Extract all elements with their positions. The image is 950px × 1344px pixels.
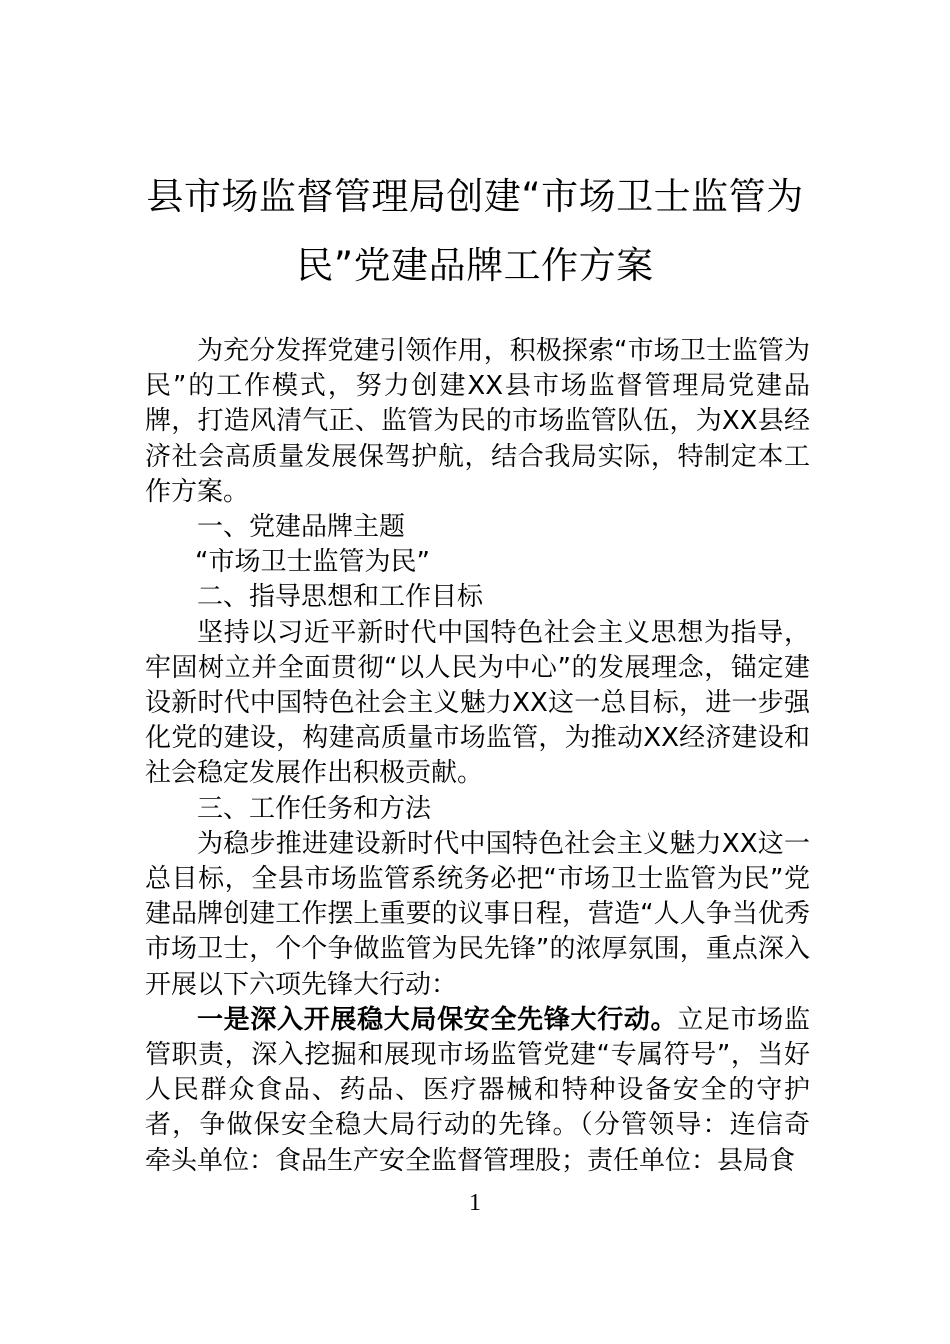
document-title-line-2: 民”党建品牌工作方案 [296,244,654,287]
document-body [145,334,810,1179]
page-number: 1 [469,1190,481,1216]
intro-paragraph: 为充分发挥党建引领作用，积极探索“市场卫士监管为民”的工作模式，努力创建XX县市场监督管理局党建品牌，打造风清气正、监管为民的市场监管队伍，为XX县经济社会高质量发展保驾护航，结合我局实际，特制定本工作方案。 [145,336,810,507]
tasks-paragraph: 为稳步推进建设新时代中国特色社会主义魅力XX这一总目标，全县市场监管系统务必把“市场卫士监管为民”党建品牌创建工作摆上重要的议事日程，营造“人人争当优秀市场卫士，个个争做监管为民先锋”的浓厚氛围，重点深入开展以下六项先锋大行动： [145,828,810,1000]
section-heading-tasks: 三、工作任务和方法 [197,793,432,824]
section-heading-guiding-thought: 二、指导思想和工作目标 [197,582,484,613]
action-one-text: 立足市场监管职责，深入挖掘和展现市场监管党建“专属符号”，当好人民群众食品、药品、医疗器械和特种设备安全的守护者，争做保安全稳大局行动的先锋。（分管领导：连信奇 牵头单位：食品生产安全监督管理股；责任单位：县局食 [145,1004,810,1176]
brand-theme-text: “市场卫士监管为民” [195,547,430,578]
action-one-lead: 一是深入开展稳大局保安全先锋大行动。 [197,1004,678,1035]
action-one-paragraph [145,1003,810,1179]
guiding-thought-paragraph: 坚持以习近平新时代中国特色社会主义思想为指导，牢固树立并全面贯彻“以人民为中心”的发展理念，锚定建设新时代中国特色社会主义魅力XX这一总目标，进一步强化党的建设，构建高质量市场监管，为推动XX经济建设和社会稳定发展作出积极贡献。 [145,617,810,789]
section-heading-brand-theme: 一、党建品牌主题 [197,512,406,543]
document-title-line-1: 县市场监督管理局创建“市场卫士监管为 [146,175,804,218]
